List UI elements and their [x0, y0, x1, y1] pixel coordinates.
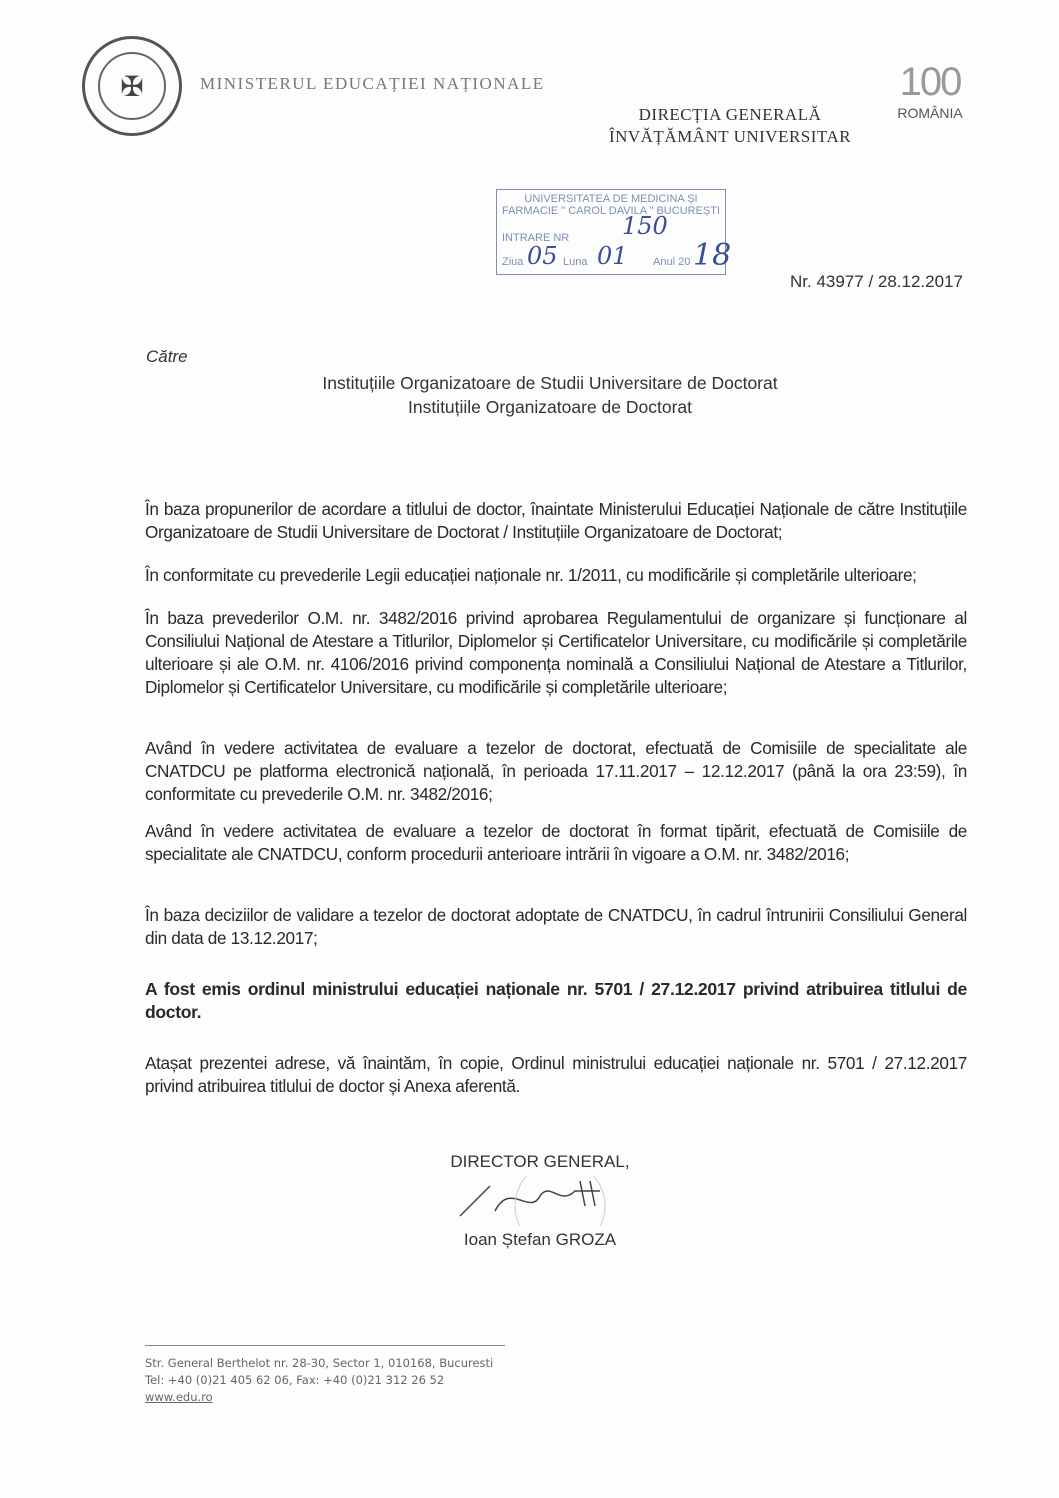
ministry-name: MINISTERUL EDUCAȚIEI NAȚIONALE [200, 74, 545, 93]
stamp-day: 05 [527, 242, 558, 270]
stamp-line1: UNIVERSITATEA DE MEDICINA ȘI [524, 193, 698, 205]
signature-block [390, 1152, 690, 1250]
addressee-line2: Instituțiile Organizatoare de Doctorat [407, 397, 693, 417]
stamp-month: 01 [597, 242, 628, 270]
logo-text: ROMÂNIA [897, 105, 963, 121]
government-seal-icon: ✠ [82, 36, 182, 136]
logo-number: 100 [899, 60, 961, 104]
paragraph: Având în vedere activitatea de evaluare a tezelor de doctorat, efectuată de Comisiile de specialitate ale CNATDCU pe platforma electronică națională, în perioada 17.11.2017 – 12.12.2017 (până la ora 23:59), în conformitate cu prevederile O.M. nr. 3482/2016; [145, 738, 967, 804]
paragraph: În baza prevederilor O.M. nr. 3482/2016 privind aprobarea Regulamentului de organizare și funcționare al Consiliului Național de Atestare a Titlurilor, Diplomelor și Certificatelor Universitare, cu modificările și completările ulterioare și ale O.M. nr. 4106/2016 privind componența nominală a Consiliului Național de Atestare a Titlurilor, Diplomelor și Certificatelor Universitare, cu modificările și completările ulterioare; [145, 608, 967, 697]
directorate-line2: ÎNVĂȚĂMÂNT UNIVERSITAR [608, 127, 852, 146]
addressee-line1: Instituțiile Organizatoare de Studii Universitare de Doctorat [322, 373, 778, 393]
footer-address: Str. General Berthelot nr. 28-30, Sector 1, 010168, Bucuresti [145, 1356, 494, 1370]
handwritten-signature-icon [440, 1176, 640, 1226]
stamp-year-label: Anul 20 [653, 256, 691, 268]
paragraph: În baza propunerilor de acordare a titlului de doctor, înaintate Ministerului Educației Naționale de către Instituțiile Organizatoare de Studii Universitare de Doctorat / Instituțiile Organizatoare de Doctorat; [145, 499, 967, 542]
paragraph: Având în vedere activitatea de evaluare a tezelor de doctorat în format tipărit, efectuată de Comisiile de specialitate ale CNATDCU, conform procedurii anterioare intrării în vigoare a O.M. nr. 3482/2016; [145, 821, 967, 864]
romania-100-logo [880, 60, 980, 121]
footer-website-link[interactable]: www.edu.ro [145, 1390, 213, 1404]
order-statement: A fost emis ordinul ministrului educației naționale nr. 5701 / 27.12.2017 privind atribuirea titlului de doctor. [145, 979, 967, 1022]
paragraph: În baza deciziilor de validare a tezelor de doctorat adoptate de CNATDCU, în cadrul întrunirii Consiliului General din data de 13.12.2017; [145, 905, 967, 948]
stamp-entry-label: INTRARE NR [502, 232, 570, 244]
stamp-entry-number: 150 [622, 212, 668, 240]
stamp-line2: FARMACIE " CAROL DAVILA " BUCUREȘTI [501, 205, 721, 217]
registry-stamp [496, 189, 732, 275]
footer-phone-fax: Tel: +40 (0)21 405 62 06, Fax: +40 (0)21 312 26 52 [145, 1373, 445, 1387]
stamp-day-label: Ziua [502, 256, 524, 268]
stamp-year: 18 [693, 238, 732, 273]
to-label: Către [146, 347, 188, 366]
stamp-month-label: Luna [563, 256, 588, 268]
footer-divider [145, 1345, 505, 1346]
directorate-line1: DIRECȚIA GENERALĂ [638, 105, 822, 124]
footer [145, 1355, 493, 1406]
document-number: Nr. 43977 / 28.12.2017 [790, 272, 963, 291]
directorate-name [560, 104, 900, 148]
addressee [200, 371, 900, 419]
paragraph: În conformitate cu prevederile Legii educației naționale nr. 1/2011, cu modificările și completările ulterioare; [145, 565, 917, 585]
paragraph: Atașat prezentei adrese, vă înaintăm, în copie, Ordinul ministrului educației naționale nr. 5701 / 27.12.2017 privind atribuirea titlului de doctor și Anexa aferentă. [145, 1053, 967, 1096]
signatory-name: Ioan Ștefan GROZA [463, 1230, 617, 1249]
signatory-title: DIRECTOR GENERAL, [450, 1152, 630, 1171]
